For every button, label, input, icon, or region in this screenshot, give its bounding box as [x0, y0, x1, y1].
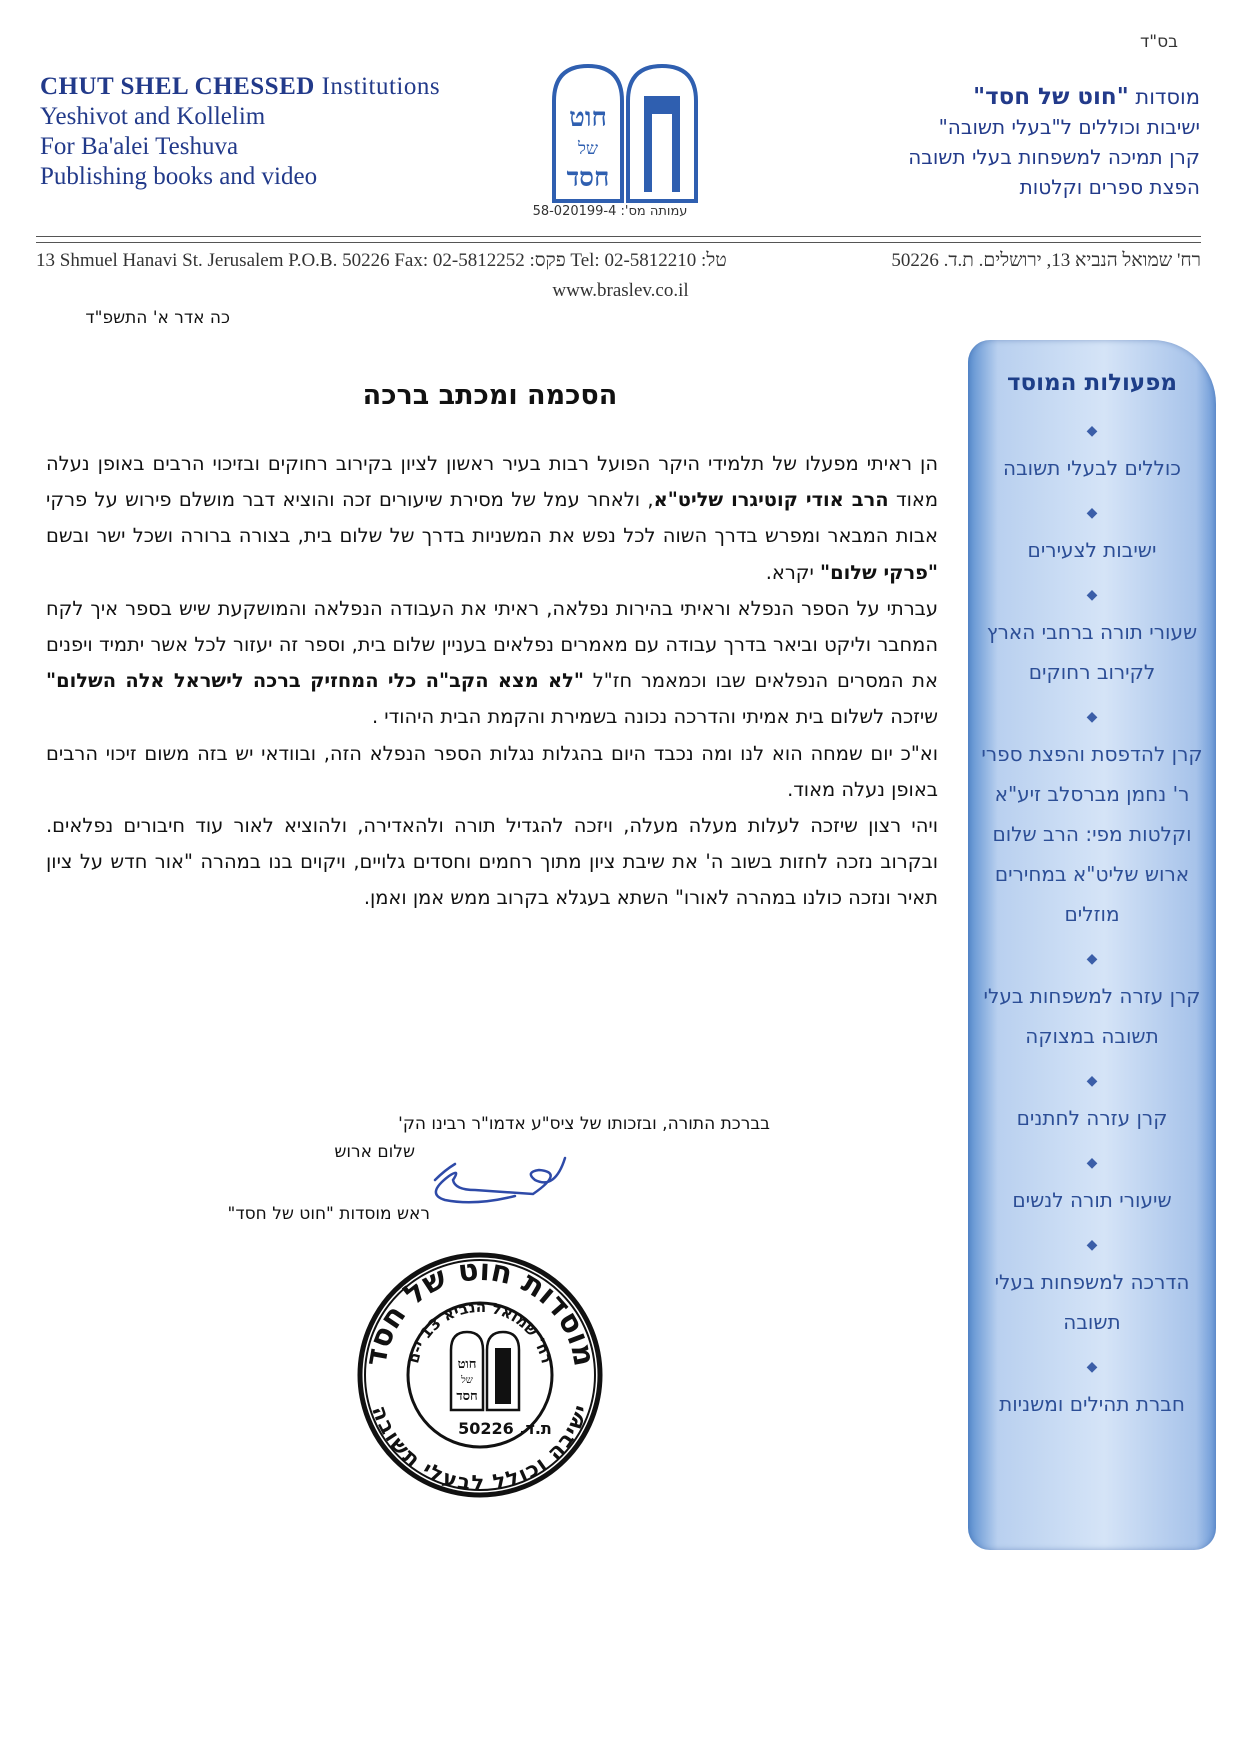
- sidebar-item-yeshivot: ישיבות לצעירים: [1027, 538, 1157, 562]
- sidebar-item-women-lessons: שיעורי תורה לנשים: [1012, 1188, 1172, 1212]
- svg-text:חוט: חוט: [457, 1357, 477, 1372]
- bullet-icon: ◆: [1086, 1359, 1098, 1375]
- english-letterhead: [40, 72, 510, 192]
- sidebar-item-groom-aid: קרן עזרה לחתנים: [1016, 1106, 1168, 1130]
- bullet-icon: ◆: [1086, 1237, 1098, 1253]
- paragraph-1: הן ראיתי מפעלו של תלמידי היקר הפועל רבות בעיר ראשון לציון בקירוב רחוקים ובזיכוי הרבים באופן נעלה מאוד הרב אודי קוטיגרו שליט"א, ולאחר עמל של מסירת שיעורים זכה והוציא דבר מושלם פירוש על פרקי אבות המבאר ומפרש בדרך השוה לכל נפש את המשניות בדרך של שלום בית, בצורה ברורה ושכל ישר ובשם "פרקי שלום" יקרא.: [46, 452, 938, 584]
- bullet-icon: ◆: [1086, 1155, 1098, 1171]
- stamp-address-text: רח' שמואל הנביא 13 י-ם: [404, 1297, 556, 1366]
- hebrew-line-fund: קרן תמיכה למשפחות בעלי תשובה: [908, 145, 1200, 169]
- logo-word-shel: של: [578, 139, 598, 159]
- sidebar-item-kollelim: כוללים לבעלי תשובה: [1003, 456, 1181, 480]
- sidebar-list: [976, 420, 1208, 1438]
- stamp-outer-text: מוסדות חוט של חסד: [358, 1252, 602, 1370]
- sidebar-item-printing-fund: קרן להדפסת והפצת ספרי ר' נחמן מברסלב זיע"א וקלטות מפי: הרב שלום ארוש שליט"א במחירים מוזלים: [981, 742, 1203, 926]
- svg-text:חסד: חסד: [456, 1389, 478, 1404]
- letter-title: הסכמה ומכתב ברכה: [362, 380, 618, 411]
- english-line-baalei-teshuva: For Ba'alei Teshuva: [40, 133, 239, 160]
- signer-title: ראש מוסדות "חוט של חסד": [227, 1204, 430, 1224]
- english-line-publishing: Publishing books and video: [40, 163, 318, 190]
- sidebar-item-family-aid: קרן עזרה למשפחות בעלי תשובה במצוקה: [983, 984, 1201, 1048]
- institution-stamp: [355, 1250, 605, 1500]
- sidebar-title: מפעולות המוסד: [1006, 370, 1177, 396]
- book-name: "פרקי שלום": [820, 560, 938, 584]
- letter-date: כה אדר א' התשפ"ד: [85, 308, 230, 328]
- signer-name: שלום ארוש: [334, 1142, 415, 1162]
- svg-text:של: של: [461, 1375, 473, 1386]
- english-org-name: CHUT SHEL CHESSED Institutions: [40, 73, 441, 100]
- paragraph-2: עברתי על הספר הנפלא וראיתי בהירות נפלאה, ראיתי את העבודה הנפלאה והמושקעת שיש בספר איך לקח המחבר וליקט וביאר בדרך עבודה עם מאמרים נפלאים בעניין שלום בית, וספר זה יעזור לכל אשר יתמיד ויפנים את המסרים הנפלאים שבו וכמאמר חז"ל "לא מצא הקב"ה כלי המחזיק ברכה לישראל אלה השלום" שיזכה לשלום בית אמיתי והדרכה נכונה בשמירת והקמת הבית היהודי .: [46, 596, 939, 729]
- handwritten-signature: [415, 1150, 585, 1210]
- sages-quote: "לא מצא הקב"ה כלי המחזיק ברכה לישראל אלה השלום": [46, 669, 585, 693]
- author-name: הרב אודי קוטיגרו שליט"א: [653, 488, 889, 512]
- bullet-icon: ◆: [1086, 505, 1098, 521]
- address-hebrew: רח' שמואל הנביא 13, ירושלים. ת.ד. 50226: [891, 250, 1201, 271]
- activities-sidebar: [968, 340, 1216, 1550]
- letter-body: [46, 446, 938, 917]
- bullet-icon: ◆: [1086, 423, 1098, 439]
- sidebar-item-tehillim: חברת תהילים ומשניות: [999, 1392, 1185, 1416]
- organization-logo: [540, 56, 710, 206]
- hebrew-line-yeshivot: ישיבות וכוללים ל"בעלי תשובה": [938, 115, 1200, 139]
- address-english: 13 Shmuel Hanavi St. Jerusalem P.O.B. 50226 Fax: 02-5812252 :פקס Tel: 02-5812210 :טל: [36, 250, 727, 271]
- blessing-line: בברכת התורה, ובזכותו של ציס"ע אדמו"ר רבינו הק': [398, 1114, 770, 1134]
- bullet-icon: ◆: [1086, 1073, 1098, 1089]
- english-line-yeshivot: Yeshivot and Kollelim: [40, 103, 266, 130]
- bullet-icon: ◆: [1086, 709, 1098, 725]
- bullet-icon: ◆: [1086, 951, 1098, 967]
- hebrew-line-distribution: הפצת ספרים וקלטות: [1019, 175, 1200, 199]
- header-divider-secondary: [36, 242, 1201, 243]
- website-link[interactable]: www.braslev.co.il: [552, 280, 689, 301]
- stamp-bottom-text: ישיבה וכולל לבעלי תשובה: [367, 1402, 593, 1496]
- header-divider: [36, 236, 1201, 237]
- hebrew-letterhead: [780, 82, 1200, 202]
- paragraph-4: ויהי רצון שיזכה לעלות מעלה מעלה, ויזכה להגדיל תורה ולהאדירה, ולהוציא לאור עוד חיבורים נפלאים. ובקרוב נזכה לחזות בשוב ה' את שיבת ציון מתוך רחמים וחסדים גלויים, ויקוים בנו במהרה "אור חדש על ציון תאיר ונזכה כולנו במהרה לאורו" השתא בעגלא בקרוב ממש אמן ואמן.: [46, 814, 938, 910]
- amuta-number: עמותה מס': 58-020199-4: [532, 204, 688, 219]
- sidebar-item-torah-lessons: שעורי תורה ברחבי הארץ לקירוב רחוקים: [986, 620, 1198, 684]
- logo-word-chut: חוט: [569, 103, 607, 133]
- bullet-icon: ◆: [1086, 587, 1098, 603]
- paragraph-3: וא"כ יום שמחה הוא לנו ומה נכבד היום בהגלות נגלות הספר הנפלא הזה, ובוודאי יש בזה משום זיכוי הרבים באופן נעלה מאוד.: [46, 741, 938, 801]
- logo-word-chessed: חסד: [566, 163, 610, 193]
- hebrew-org-name: מוסדות "חוט של חסד": [973, 84, 1200, 110]
- sidebar-item-family-guidance: הדרכה למשפחות בעלי תשובה: [994, 1270, 1190, 1334]
- stamp-pobox: ת.ד. 50226: [458, 1419, 552, 1438]
- bsd-mark: בס"ד: [1140, 32, 1178, 52]
